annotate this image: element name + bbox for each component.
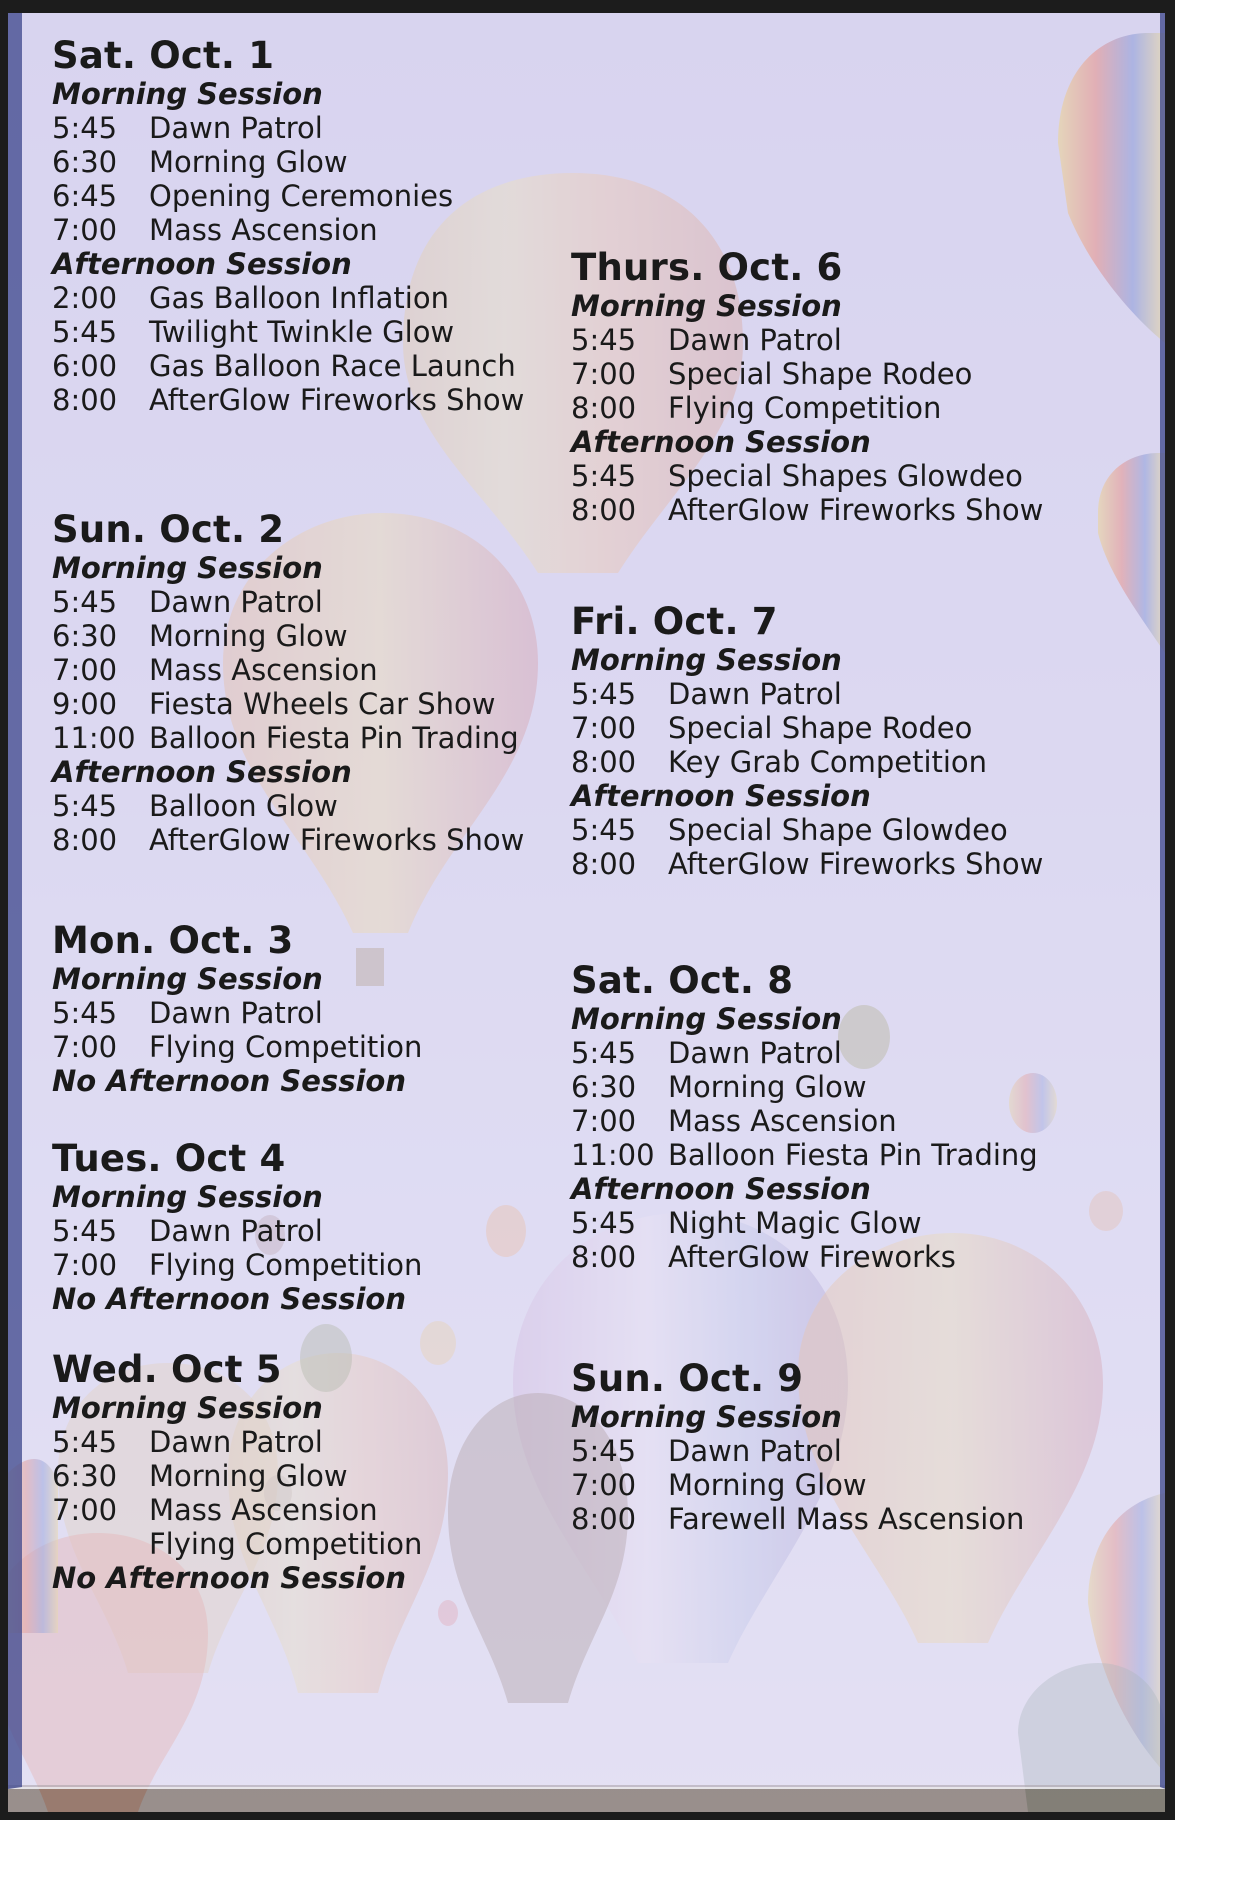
- event-name: Farewell Mass Ascension: [668, 1502, 1025, 1536]
- event-row: [571, 677, 1051, 711]
- day-block: [571, 960, 1051, 1274]
- event-time: 7:00: [52, 653, 118, 687]
- event-name: Dawn Patrol: [668, 323, 842, 357]
- session-heading: Morning Session: [52, 77, 323, 111]
- event-time: 7:00: [571, 1468, 637, 1502]
- event-row: [52, 111, 532, 145]
- event-name: Morning Glow: [149, 619, 348, 653]
- event-name: Flying Competition: [149, 1248, 423, 1282]
- event-row: [571, 1240, 1051, 1274]
- event-name: Morning Glow: [149, 145, 348, 179]
- event-time: 11:00: [52, 721, 136, 755]
- session-heading: Afternoon Session: [52, 247, 352, 281]
- day-title: Tues. Oct 4: [52, 1137, 286, 1180]
- event-name: Balloon Fiesta Pin Trading: [668, 1138, 1038, 1172]
- event-row: [52, 1248, 532, 1282]
- event-time: 7:00: [571, 711, 637, 745]
- event-time: 5:45: [571, 1036, 637, 1070]
- session-heading: Afternoon Session: [571, 1172, 871, 1206]
- day-block: [571, 247, 1051, 527]
- event-time: 5:45: [571, 323, 637, 357]
- event-row: [52, 179, 532, 213]
- event-time: 5:45: [571, 677, 637, 711]
- event-time: 9:00: [52, 687, 118, 721]
- event-time: 8:00: [52, 383, 118, 417]
- event-name: Dawn Patrol: [149, 1425, 323, 1459]
- event-row: [52, 585, 532, 619]
- event-time: 8:00: [571, 745, 637, 779]
- event-row: [571, 1468, 1051, 1502]
- event-name: Gas Balloon Inflation: [149, 281, 449, 315]
- event-name: Mass Ascension: [149, 653, 378, 687]
- session-heading: Morning Session: [571, 1002, 842, 1036]
- event-name: Flying Competition: [668, 391, 942, 425]
- event-name: Morning Glow: [668, 1468, 867, 1502]
- day-title: Sun. Oct. 9: [571, 1357, 804, 1400]
- session-heading: No Afternoon Session: [52, 1561, 407, 1595]
- event-row: [571, 745, 1051, 779]
- day-title: Fri. Oct. 7: [571, 600, 778, 643]
- day-title: Sat. Oct. 8: [571, 959, 794, 1002]
- day-title: Thurs. Oct. 6: [571, 246, 843, 289]
- event-name: AfterGlow Fireworks Show: [149, 383, 525, 417]
- event-name: Dawn Patrol: [149, 111, 323, 145]
- event-time: 8:00: [571, 391, 637, 425]
- event-row: [571, 1206, 1051, 1240]
- event-time: 6:30: [52, 145, 118, 179]
- event-time: 7:00: [571, 357, 637, 391]
- event-name: Special Shape Glowdeo: [668, 813, 1008, 847]
- event-time: 7:00: [52, 1030, 118, 1064]
- event-row: [571, 357, 1051, 391]
- event-time: 2:00: [52, 281, 118, 315]
- event-name: Twilight Twinkle Glow: [149, 315, 455, 349]
- event-row: [52, 1459, 532, 1493]
- event-name: AfterGlow Fireworks Show: [668, 847, 1044, 881]
- day-title: Sat. Oct. 1: [52, 34, 275, 77]
- day-title: Sun. Oct. 2: [52, 508, 285, 551]
- event-time: 7:00: [52, 213, 118, 247]
- event-time: 8:00: [52, 823, 118, 857]
- event-row: [52, 721, 532, 755]
- day-block: [52, 1349, 532, 1595]
- day-block: [52, 35, 532, 417]
- event-name: AfterGlow Fireworks: [668, 1240, 956, 1274]
- event-time: 5:45: [52, 315, 118, 349]
- event-name: Dawn Patrol: [149, 585, 323, 619]
- event-time: 5:45: [52, 1425, 118, 1459]
- event-time: 5:45: [571, 1434, 637, 1468]
- session-heading: Morning Session: [571, 1400, 842, 1434]
- event-time: 5:45: [52, 996, 118, 1030]
- event-name: Night Magic Glow: [668, 1206, 922, 1240]
- event-time: 5:45: [571, 459, 637, 493]
- session-heading: No Afternoon Session: [52, 1064, 407, 1098]
- event-name: Balloon Fiesta Pin Trading: [149, 721, 519, 755]
- session-heading: Morning Session: [571, 289, 842, 323]
- event-name: Dawn Patrol: [149, 996, 323, 1030]
- event-time: 5:45: [571, 1206, 637, 1240]
- event-name: Dawn Patrol: [668, 1434, 842, 1468]
- event-time: 7:00: [571, 1104, 637, 1138]
- event-name: AfterGlow Fireworks Show: [149, 823, 525, 857]
- event-row: [52, 349, 532, 383]
- event-name: Morning Glow: [149, 1459, 348, 1493]
- event-name: Key Grab Competition: [668, 745, 988, 779]
- event-row: [52, 1493, 532, 1527]
- event-row: [571, 1434, 1051, 1468]
- event-row: [52, 619, 532, 653]
- session-heading: Morning Session: [52, 1391, 323, 1425]
- event-row: [571, 1070, 1051, 1104]
- day-block: [52, 509, 532, 857]
- event-time: 5:45: [52, 1214, 118, 1248]
- event-time: 8:00: [571, 1240, 637, 1274]
- session-heading: Afternoon Session: [571, 425, 871, 459]
- day-title: Mon. Oct. 3: [52, 919, 294, 962]
- event-time: 11:00: [571, 1138, 655, 1172]
- event-row: [52, 996, 532, 1030]
- event-time: 5:45: [52, 585, 118, 619]
- event-row: [571, 813, 1051, 847]
- event-time: 6:00: [52, 349, 118, 383]
- event-row: [571, 1502, 1051, 1536]
- day-block: [52, 1138, 532, 1316]
- event-time: 5:45: [571, 813, 637, 847]
- session-heading: Afternoon Session: [571, 779, 871, 813]
- event-name: Mass Ascension: [149, 1493, 378, 1527]
- schedule-panel: [8, 13, 1165, 1812]
- event-time: 5:45: [52, 111, 118, 145]
- event-time: 6:30: [52, 1459, 118, 1493]
- event-row: [571, 711, 1051, 745]
- event-name: Dawn Patrol: [149, 1214, 323, 1248]
- event-row: [52, 1214, 532, 1248]
- event-name: Mass Ascension: [668, 1104, 897, 1138]
- day-block: [571, 601, 1051, 881]
- event-time: 8:00: [571, 493, 637, 527]
- event-time: 7:00: [52, 1248, 118, 1282]
- event-name: Balloon Glow: [149, 789, 338, 823]
- session-heading: Morning Session: [52, 551, 323, 585]
- session-heading: No Afternoon Session: [52, 1282, 407, 1316]
- event-row: [571, 323, 1051, 357]
- event-name: Special Shape Rodeo: [668, 357, 973, 391]
- day-block: [52, 920, 532, 1098]
- event-name: Special Shape Rodeo: [668, 711, 973, 745]
- event-row: [571, 847, 1051, 881]
- event-name: Flying Competition: [149, 1527, 423, 1561]
- event-row: [52, 1425, 532, 1459]
- day-block: [571, 1358, 1051, 1536]
- event-name: Flying Competition: [149, 1030, 423, 1064]
- event-name: Special Shapes Glowdeo: [668, 459, 1023, 493]
- event-row: [52, 281, 532, 315]
- event-row: [571, 459, 1051, 493]
- event-name: AfterGlow Fireworks Show: [668, 493, 1044, 527]
- event-time: 6:30: [52, 619, 118, 653]
- event-row: [52, 653, 532, 687]
- event-row: [571, 391, 1051, 425]
- event-name: Fiesta Wheels Car Show: [149, 687, 496, 721]
- event-time: 5:45: [52, 789, 118, 823]
- event-row: [52, 1030, 532, 1064]
- event-row: [571, 1104, 1051, 1138]
- event-name: Dawn Patrol: [668, 677, 842, 711]
- event-name: Dawn Patrol: [668, 1036, 842, 1070]
- day-title: Wed. Oct 5: [52, 1348, 282, 1391]
- event-row: [52, 383, 532, 417]
- session-heading: Morning Session: [52, 962, 323, 996]
- event-time: 8:00: [571, 1502, 637, 1536]
- event-row: [52, 213, 532, 247]
- event-row: [571, 1036, 1051, 1070]
- event-name: Gas Balloon Race Launch: [149, 349, 516, 383]
- event-row: [52, 789, 532, 823]
- event-row: [52, 145, 532, 179]
- event-row: [52, 1527, 532, 1561]
- event-name: Opening Ceremonies: [149, 179, 454, 213]
- event-name: Mass Ascension: [149, 213, 378, 247]
- event-row: [571, 493, 1051, 527]
- event-name: Morning Glow: [668, 1070, 867, 1104]
- session-heading: Morning Session: [52, 1180, 323, 1214]
- event-time: 6:30: [571, 1070, 637, 1104]
- event-time: 7:00: [52, 1493, 118, 1527]
- session-heading: Afternoon Session: [52, 755, 352, 789]
- event-row: [52, 315, 532, 349]
- event-time: 6:45: [52, 179, 118, 213]
- event-row: [52, 823, 532, 857]
- event-row: [571, 1138, 1051, 1172]
- event-row: [52, 687, 532, 721]
- event-time: [52, 1527, 149, 1561]
- event-time: 8:00: [571, 847, 637, 881]
- session-heading: Morning Session: [571, 643, 842, 677]
